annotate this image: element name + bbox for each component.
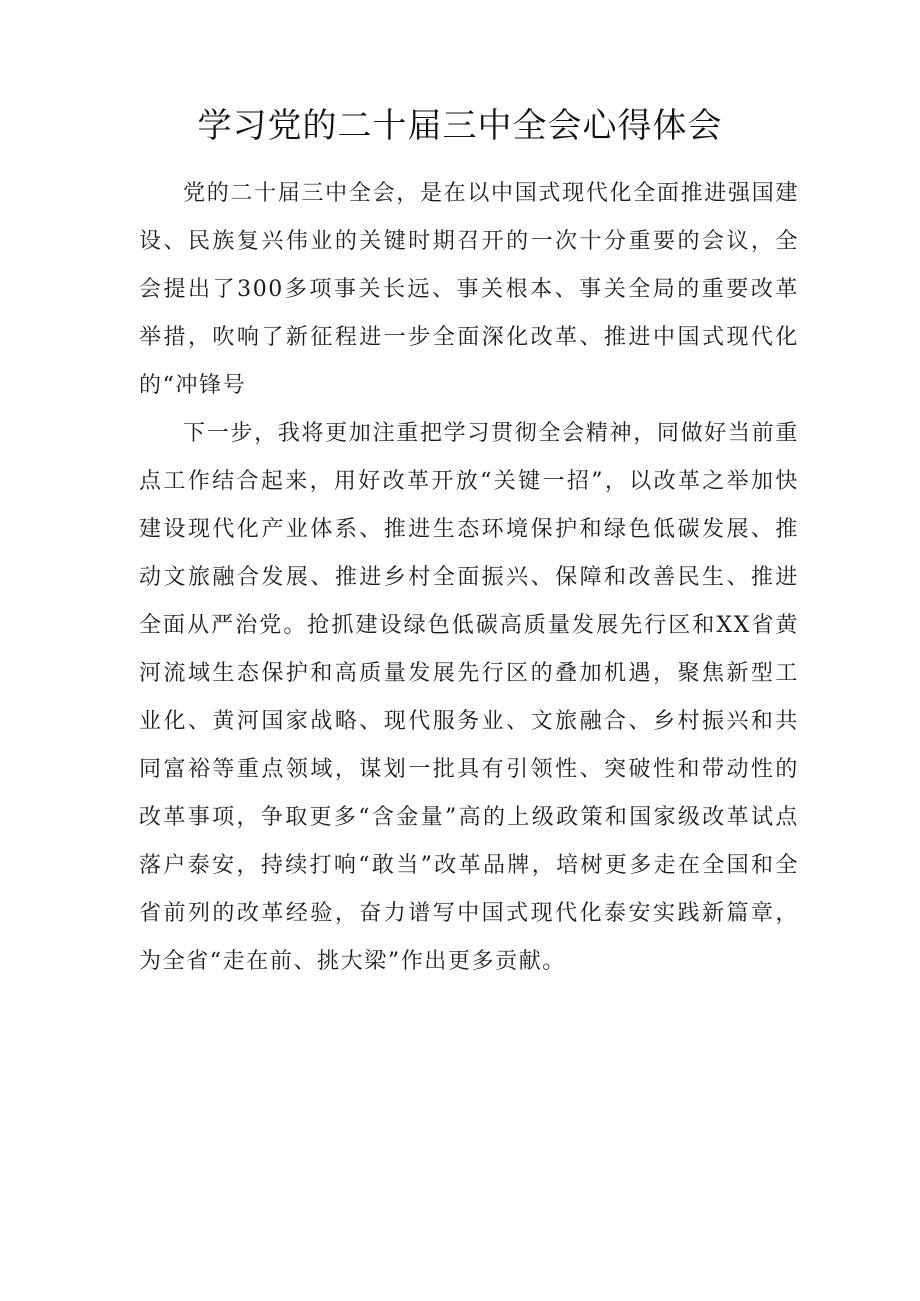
- paragraph-1: 党的二十届三中全会，是在以中国式现代化全面推进强国建设、民族复兴伟业的关键时期召开的一次十分重要的会议，全会提出了300多项事关长远、事关根本、事关全局的重要改革举措，吹响了新征程进一步全面深化改革、推进中国式现代化的“冲锋号: [139, 181, 799, 398]
- paragraph-2: 下一步，我将更加注重把学习贯彻全会精神，同做好当前重点工作结合起来，用好改革开放“关键一招”，以改革之举加快建设现代化产业体系、推进生态环境保护和绿色低碳发展、推动文旅融合发展、推进乡村全面振兴、保障和改善民生、推进全面从严治党。抢抓建设绿色低碳高质量发展先行区和XX省黄河流域生态保护和高质量发展先行区的叠加机遇，聚焦新型工业化、黄河国家战略、现代服务业、文旅融合、乡村振兴和共同富裕等重点领域，谋划一批具有引领性、突破性和带动性的改革事项，争取更多“含金量”高的上级政策和国家级改革试点落户泰安，持续打响“敢当”改革品牌，培树更多走在全国和全省前列的改革经验，奋力谱写中国式现代化泰安实践新篇章，为全省“走在前、挑大梁”作出更多贡献。: [139, 421, 799, 974]
- document-title: 学习党的二十届三中全会心得体会: [197, 106, 723, 146]
- document-body: [139, 170, 799, 986]
